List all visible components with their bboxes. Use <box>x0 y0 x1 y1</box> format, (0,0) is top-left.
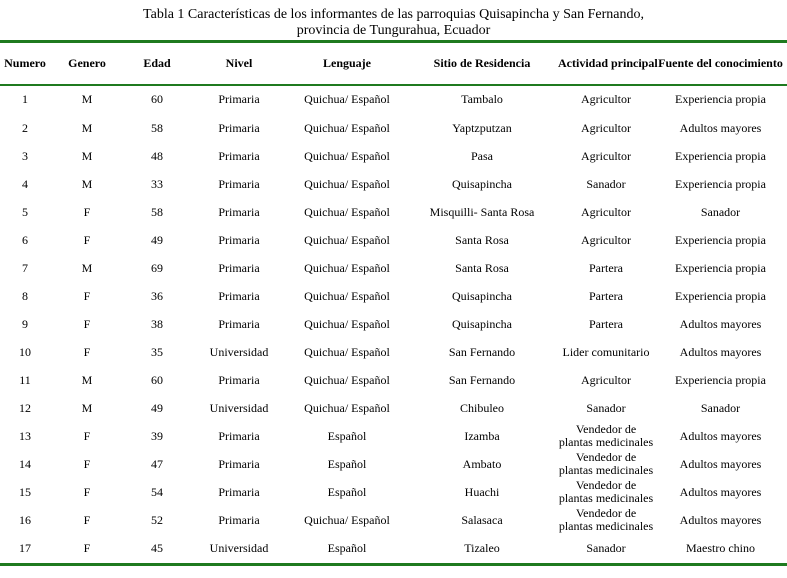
table-row <box>0 394 787 422</box>
cell-edad: 49 <box>151 401 163 415</box>
cell-sitio-residencia: Izamba <box>464 429 500 443</box>
cell-fuente-conocimiento: Experiencia propia <box>675 177 766 191</box>
cell-actividad-principal: Agricultor <box>581 120 631 135</box>
header-genero: Genero <box>68 56 106 70</box>
cell-sitio-residencia: Chibuleo <box>460 401 504 415</box>
cell-edad: 39 <box>151 429 163 443</box>
table-body <box>0 84 787 562</box>
cell-genero: M <box>81 261 93 275</box>
cell-genero: M <box>81 373 93 387</box>
table-row <box>0 84 787 114</box>
header-sitio-residencia: Sitio de Residencia <box>433 56 531 70</box>
cell-sitio-residencia: Quisapincha <box>452 317 512 331</box>
table-row <box>0 254 787 282</box>
cell-numero: 5 <box>22 205 28 219</box>
caption-line-1: Tabla 1 Características de los informantes de las parroquias Quisapincha y San Fernando, <box>143 7 644 22</box>
cell-sitio-residencia: Tizaleo <box>464 541 500 555</box>
cell-numero: 16 <box>19 513 31 527</box>
cell-nivel: Primaria <box>218 205 260 219</box>
header-edad: Edad <box>143 56 171 70</box>
cell-nivel: Universidad <box>209 345 269 359</box>
table-row <box>0 534 787 562</box>
cell-fuente-conocimiento: Sanador <box>700 205 741 219</box>
cell-fuente-conocimiento: Experiencia propia <box>675 261 766 275</box>
cell-fuente-conocimiento: Adultos mayores <box>679 345 762 359</box>
cell-actividad-principal: Agricultor <box>581 148 631 163</box>
cell-lenguaje: Quichua/ Español <box>304 149 390 163</box>
cell-actividad-principal: Lider comunitario <box>562 344 650 359</box>
cell-numero: 12 <box>19 401 31 415</box>
cell-genero: M <box>81 121 93 135</box>
cell-nivel: Primaria <box>218 457 260 471</box>
cell-numero: 8 <box>22 289 28 303</box>
table-row <box>0 338 787 366</box>
cell-edad: 48 <box>151 149 163 163</box>
cell-genero: F <box>83 345 91 359</box>
cell-genero: F <box>83 485 91 499</box>
cell-lenguaje: Quichua/ Español <box>304 233 390 247</box>
table-row <box>0 170 787 198</box>
table-row <box>0 422 787 450</box>
cell-genero: F <box>83 317 91 331</box>
cell-actividad-principal: Partera <box>589 288 623 303</box>
cell-lenguaje: Quichua/ Español <box>304 92 390 106</box>
cell-actividad-principal: Partera <box>589 260 623 275</box>
cell-edad: 52 <box>151 513 163 527</box>
cell-numero: 6 <box>22 233 28 247</box>
cell-genero: F <box>83 429 91 443</box>
cell-genero: F <box>83 289 91 303</box>
cell-sitio-residencia: Salasaca <box>461 513 503 527</box>
cell-edad: 60 <box>151 373 163 387</box>
cell-nivel: Universidad <box>209 541 269 555</box>
cell-lenguaje: Quichua/ Español <box>304 513 390 527</box>
table-row <box>0 114 787 142</box>
cell-lenguaje: Quichua/ Español <box>304 205 390 219</box>
cell-genero: M <box>81 149 93 163</box>
cell-genero: M <box>81 92 93 106</box>
cell-nivel: Primaria <box>218 177 260 191</box>
cell-actividad-principal: Vendedor de plantas medicinales <box>558 450 654 477</box>
table-row <box>0 282 787 310</box>
cell-edad: 58 <box>151 121 163 135</box>
cell-edad: 49 <box>151 233 163 247</box>
cell-numero: 15 <box>19 485 31 499</box>
cell-fuente-conocimiento: Experiencia propia <box>675 289 766 303</box>
cell-edad: 60 <box>151 92 163 106</box>
cell-sitio-residencia: Pasa <box>471 149 493 163</box>
caption-line-2: provincia de Tungurahua, Ecuador <box>296 23 491 38</box>
cell-actividad-principal: Vendedor de plantas medicinales <box>558 506 654 533</box>
header-nivel: Nivel <box>225 56 253 70</box>
cell-lenguaje: Quichua/ Español <box>304 261 390 275</box>
cell-actividad-principal: Agricultor <box>581 232 631 247</box>
cell-nivel: Primaria <box>218 289 260 303</box>
cell-genero: F <box>83 541 91 555</box>
cell-numero: 2 <box>22 121 28 135</box>
cell-nivel: Primaria <box>218 373 260 387</box>
cell-sitio-residencia: Huachi <box>464 485 500 499</box>
cell-actividad-principal: Partera <box>589 316 623 331</box>
cell-sitio-residencia: Santa Rosa <box>455 261 509 275</box>
cell-numero: 3 <box>22 149 28 163</box>
cell-fuente-conocimiento: Adultos mayores <box>679 457 762 471</box>
cell-nivel: Primaria <box>218 233 260 247</box>
cell-genero: F <box>83 205 91 219</box>
cell-nivel: Primaria <box>218 485 260 499</box>
table-row <box>0 366 787 394</box>
cell-sitio-residencia: Quisapincha <box>452 289 512 303</box>
cell-fuente-conocimiento: Adultos mayores <box>679 317 762 331</box>
cell-fuente-conocimiento: Adultos mayores <box>679 429 762 443</box>
header-lenguaje: Lenguaje <box>323 56 371 70</box>
table-row <box>0 142 787 170</box>
cell-actividad-principal: Vendedor de plantas medicinales <box>558 422 654 449</box>
cell-lenguaje: Quichua/ Español <box>304 121 390 135</box>
table-row <box>0 478 787 506</box>
cell-nivel: Primaria <box>218 92 260 106</box>
cell-edad: 33 <box>151 177 163 191</box>
header-numero: Numero <box>4 56 46 70</box>
cell-nivel: Primaria <box>218 317 260 331</box>
cell-edad: 47 <box>151 457 163 471</box>
cell-lenguaje: Quichua/ Español <box>304 345 390 359</box>
cell-numero: 7 <box>22 261 28 275</box>
header-fuente-conocimiento: Fuente del conocimiento <box>658 56 783 70</box>
cell-actividad-principal: Agricultor <box>581 204 631 219</box>
cell-numero: 9 <box>22 317 28 331</box>
cell-edad: 35 <box>151 345 163 359</box>
cell-lenguaje: Quichua/ Español <box>304 177 390 191</box>
cell-edad: 54 <box>151 485 163 499</box>
cell-nivel: Primaria <box>218 429 260 443</box>
cell-lenguaje: Español <box>327 429 367 443</box>
cell-sitio-residencia: Ambato <box>462 457 502 471</box>
table-row <box>0 226 787 254</box>
table-caption <box>0 7 787 39</box>
cell-edad: 38 <box>151 317 163 331</box>
cell-nivel: Primaria <box>218 149 260 163</box>
cell-fuente-conocimiento: Adultos mayores <box>679 513 762 527</box>
cell-fuente-conocimiento: Experiencia propia <box>675 149 766 163</box>
cell-actividad-principal: Agricultor <box>581 91 631 106</box>
cell-sitio-residencia: Quisapincha <box>452 177 512 191</box>
cell-actividad-principal: Vendedor de plantas medicinales <box>558 478 654 505</box>
cell-lenguaje: Español <box>327 485 367 499</box>
table-row <box>0 310 787 338</box>
cell-edad: 58 <box>151 205 163 219</box>
cell-numero: 1 <box>22 92 28 106</box>
cell-lenguaje: Español <box>327 457 367 471</box>
cell-sitio-residencia: Tambalo <box>461 92 503 106</box>
cell-genero: M <box>81 401 93 415</box>
bottom-rule <box>0 563 787 566</box>
cell-genero: F <box>83 457 91 471</box>
cell-sitio-residencia: Yaptzputzan <box>452 121 512 135</box>
cell-lenguaje: Quichua/ Español <box>304 317 390 331</box>
cell-edad: 69 <box>151 261 163 275</box>
cell-numero: 4 <box>22 177 28 191</box>
cell-actividad-principal: Sanador <box>586 400 626 415</box>
cell-actividad-principal: Sanador <box>586 176 626 191</box>
informants-table <box>0 43 787 562</box>
cell-fuente-conocimiento: Experiencia propia <box>675 373 766 387</box>
cell-numero: 17 <box>19 541 31 555</box>
cell-numero: 10 <box>19 345 31 359</box>
cell-numero: 14 <box>19 457 31 471</box>
cell-genero: F <box>83 233 91 247</box>
cell-edad: 36 <box>151 289 163 303</box>
cell-lenguaje: Español <box>327 541 367 555</box>
cell-nivel: Primaria <box>218 513 260 527</box>
header-actividad-principal: Actividad principal <box>558 56 658 70</box>
cell-sitio-residencia: San Fernando <box>448 373 516 387</box>
table-row <box>0 506 787 534</box>
cell-nivel: Primaria <box>218 261 260 275</box>
cell-numero: 13 <box>19 429 31 443</box>
cell-nivel: Universidad <box>209 401 269 415</box>
cell-lenguaje: Quichua/ Español <box>304 289 390 303</box>
cell-nivel: Primaria <box>218 121 260 135</box>
table-row <box>0 198 787 226</box>
cell-sitio-residencia: Misquilli- Santa Rosa <box>429 205 535 219</box>
cell-lenguaje: Quichua/ Español <box>304 401 390 415</box>
cell-actividad-principal: Sanador <box>586 540 626 555</box>
cell-fuente-conocimiento: Sanador <box>700 401 741 415</box>
cell-genero: F <box>83 513 91 527</box>
cell-sitio-residencia: Santa Rosa <box>455 233 509 247</box>
cell-edad: 45 <box>151 541 163 555</box>
cell-fuente-conocimiento: Adultos mayores <box>679 485 762 499</box>
header-row <box>0 43 787 84</box>
cell-actividad-principal: Agricultor <box>581 372 631 387</box>
cell-genero: M <box>81 177 93 191</box>
cell-numero: 11 <box>19 373 31 387</box>
table-row <box>0 450 787 478</box>
cell-fuente-conocimiento: Experiencia propia <box>675 92 766 106</box>
cell-fuente-conocimiento: Experiencia propia <box>675 233 766 247</box>
cell-fuente-conocimiento: Maestro chino <box>686 541 755 555</box>
cell-lenguaje: Quichua/ Español <box>304 373 390 387</box>
cell-sitio-residencia: San Fernando <box>448 345 516 359</box>
cell-fuente-conocimiento: Adultos mayores <box>679 121 762 135</box>
